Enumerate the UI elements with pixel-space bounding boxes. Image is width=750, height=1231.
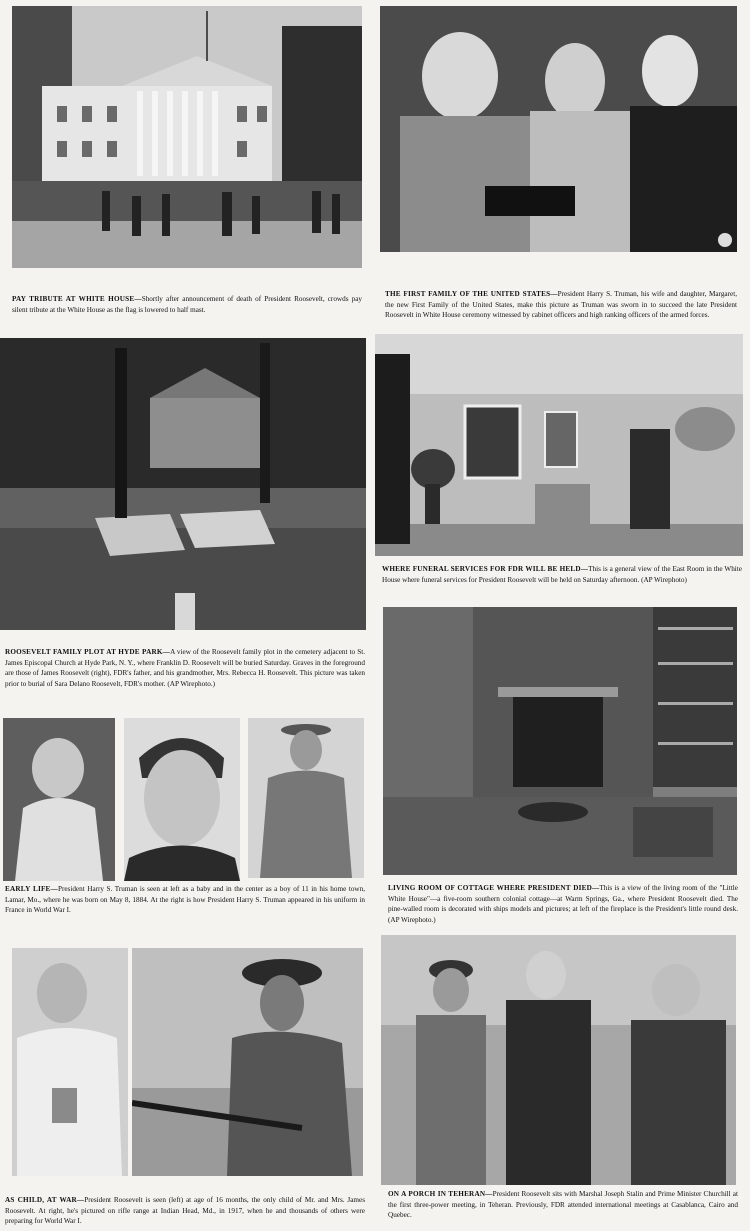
caption-headline: PAY TRIBUTE AT WHITE HOUSE—: [12, 295, 142, 303]
caption-early-life: [5, 884, 365, 916]
caption-first-family: [385, 289, 737, 321]
photo-truman-baby: [3, 718, 115, 881]
photo-fdr-rifle-range: [132, 948, 363, 1176]
caption-headline: THE FIRST FAMILY OF THE UNITED STATES—: [385, 290, 558, 298]
photo-truman-soldier: [248, 718, 364, 878]
caption-headline: ROOSEVELT FAMILY PLOT AT HYDE PARK—: [5, 648, 171, 656]
caption-living-room: [388, 883, 738, 925]
caption-east-room: [382, 564, 742, 585]
photo-truman-boy: [124, 718, 240, 881]
caption-body: President Harry S. Truman, his wife and daughter, Margaret, the new First Family of the United States, make this picture as Truman was sworn in to succeed the late President Roosevelt in White House ceremony witnessed by cabinet officers and high ranking officers of the armed forces.: [385, 290, 737, 320]
caption-teheran: [388, 1189, 738, 1221]
caption-headline: LIVING ROOM OF COTTAGE WHERE PRESIDENT DIED—: [388, 884, 600, 892]
caption-white-house: [12, 294, 362, 315]
caption-body: President Roosevelt sits with Marshal Joseph Stalin and Prime Minister Churchill at the first three-power meeting, in Teheran. Previously, FDR attended international meetings at Casablanca, Cairo and Quebec.: [388, 1190, 738, 1220]
photo-east-room: [375, 334, 743, 556]
caption-headline: AS CHILD, AT WAR—: [5, 1196, 85, 1204]
photo-first-family: [380, 6, 737, 252]
photo-hyde-park: [0, 338, 366, 630]
caption-body: President Roosevelt is seen (left) at age of 16 months, the only child of Mr. and Mrs. James Roosevelt. At right, he's pictured on rifle range at Indian Head, Md., in 1917, when he and thousands of others were preparing for World War I.: [5, 1196, 365, 1226]
photo-living-room: [383, 607, 737, 875]
photo-credit-badge: [717, 232, 733, 248]
caption-headline: WHERE FUNERAL SERVICES FOR FDR WILL BE HELD—: [382, 565, 589, 573]
photo-teheran: [381, 935, 736, 1185]
caption-body: A view of the Roosevelt family plot in the cemetery adjacent to St. James Episcopal Church at Hyde Park, N. Y., where Franklin D. Roosevelt will be buried Saturday. Graves in the foreground are those of James Roosevelt (right), FDR's father, and his grandmother, Mrs. Rebecca H. Roosevelt. This picture was taken prior to burial of Sara Delano Roosevelt, FDR's mother. (AP Wirephoto.): [5, 648, 365, 688]
caption-hyde-park: [5, 647, 365, 689]
photo-white-house: [12, 6, 362, 268]
photo-fdr-child: [12, 948, 128, 1176]
caption-body: This is a general view of the East Room in the White House where funeral services for President Roosevelt will be held on Saturday afternoon. (AP Wirephoto): [382, 565, 742, 584]
caption-headline: ON A PORCH IN TEHERAN—: [388, 1190, 493, 1198]
caption-body: This is a view of the living room of the "Little White House"—a five-room southern colonial cottage—at Warm Springs, Ga., where President Roosevelt died. The pine-walled room is decorated with ships models and pictures; at left of the fireplace is the President's little round desk. (AP Wirephoto.): [388, 884, 738, 924]
caption-headline: EARLY LIFE—: [5, 885, 58, 893]
caption-child-war: [5, 1195, 365, 1227]
caption-body: President Harry S. Truman is seen at left as a baby and in the center as a boy of 11 in his home town, Lamar, Mo., where he was born on May 8, 1884. At the right is how President Harry S. Truman appeared in his uniform in France in World War I.: [5, 885, 365, 915]
caption-body: Shortly after announcement of death of President Roosevelt, crowds pay silent tribute at the White House as the flag is lowered to half mast.: [12, 295, 362, 314]
